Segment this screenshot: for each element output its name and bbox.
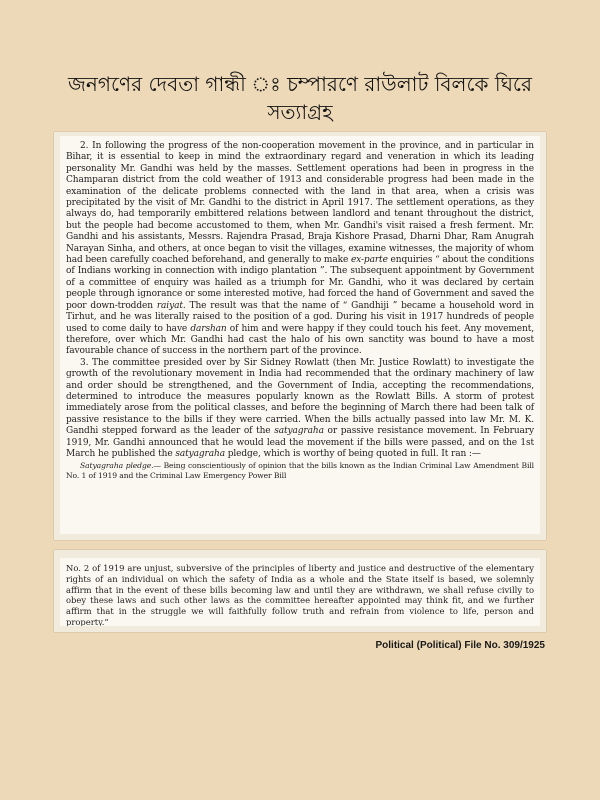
title-line-2: সত্যাগ্রহ	[267, 100, 333, 124]
title-line-1: জনগণের দেবতা গান্ধী ঃ চম্পারণে রাউলাট বিলকে ঘিরে	[68, 72, 532, 96]
clipping-body	[60, 136, 540, 481]
page-title	[0, 70, 600, 126]
document-clipping-main	[60, 136, 540, 534]
document-clipping-second	[60, 558, 540, 626]
paragraph-2: 2. In following the progress of the non-cooperation movement in the province, and in particular in Bihar, it is essential to keep in mind the extraordinary regard and veneration in which its leading personality Mr. Gandhi was held by the masses. Settlement operations had been in progress in the Champaran district from the cold weather of 1913 and considerable progress had been made in the examination of the delicate problems connected with the land in that area, when a crisis was precipitated by the visit of Mr. Gandhi to the district in April 1917. The settlement operations, as they always do, had temporarily embittered relations between landlord and tenant throughout the district, but the people had become accustomed to them, when Mr. Gandhi's visit raised a fresh ferment. Mr. Gandhi and his assistants, Messrs. Rajendra Prasad, Braja Kishore Prasad, Dharni Dhar, Ram Anugrah Narayan Sinha, and others, at once began to visit the villages, examine witnesses, the majority of whom had been carefully coached beforehand, and generally to make ex-parte enquiries “ about the conditions of Indians working in connection with indigo plantation ”. The subsequent appointment by Government of a committee of enquiry was hailed as a triumph for Mr. Gandhi, who it was declared by certain people through ignorance or some interested motive, had forced the hand of Government and saved the poor down-trodden raiyat. The result was that the name of “ Gandhiji ” became a household word in Tirhut, and he was literally raised to the position of a god. During his visit in 1917 hundreds of people used to come daily to have darshan of him and were happy if they could touch his feet. Any movement, therefore, over which Mr. Gandhi had cast the halo of his own sanctity was bound to have a most favourable chance of success in the northern part of the province.	[66, 141, 535, 357]
file-reference-caption: Political (Political) File No. 309/1925	[375, 640, 545, 651]
paragraph-3: 3. The committee presided over by Sir Sidney Rowlatt (then Mr. Justice Rowlatt) to investigate the growth of the revolutionary movement in India had recommended that the ordinary machinery of law and order should be strengthened, and the Government of India, accepting the recommendations, determined to introduce the measures popularly known as the Rowlatt Bills. A storm of protest immediately arose from the political classes, and before the beginning of March there had been talk of passive resistance to the bills if they were carried. When the bills actually passed into law Mr. M. K. Gandhi stepped forward as the leader of the satyagraha or passive resistance movement. In February 1919, Mr. Gandhi announced that he would lead the movement if the bills were passed, and on the 1st March he published the satyagraha pledge, which is worthy of being quoted in full. It ran :—	[66, 357, 534, 459]
satyagraha-pledge-note: Satyagraha pledge.— Being conscientiously of opinion that the bills known as the Indian Criminal Law Amendment Bill No. 1 of 1919 and the Criminal Law Emergency Power Bill	[66, 461, 535, 481]
pledge-continuation: No. 2 of 1919 are unjust, subversive of the principles of liberty and justice and destructive of the elementary rights of an individual on which the safety of India as a whole and the State itself is based, we solemnly affirm that in the event of these bills becoming law and until they are withdrawn, we shall refuse civilly to obey these laws and such other laws as the committee hereafter appointed may think fit, and we further affirm that in the struggle we will faithfully follow truth and refrain from violence to life, person and property.”	[66, 563, 534, 626]
